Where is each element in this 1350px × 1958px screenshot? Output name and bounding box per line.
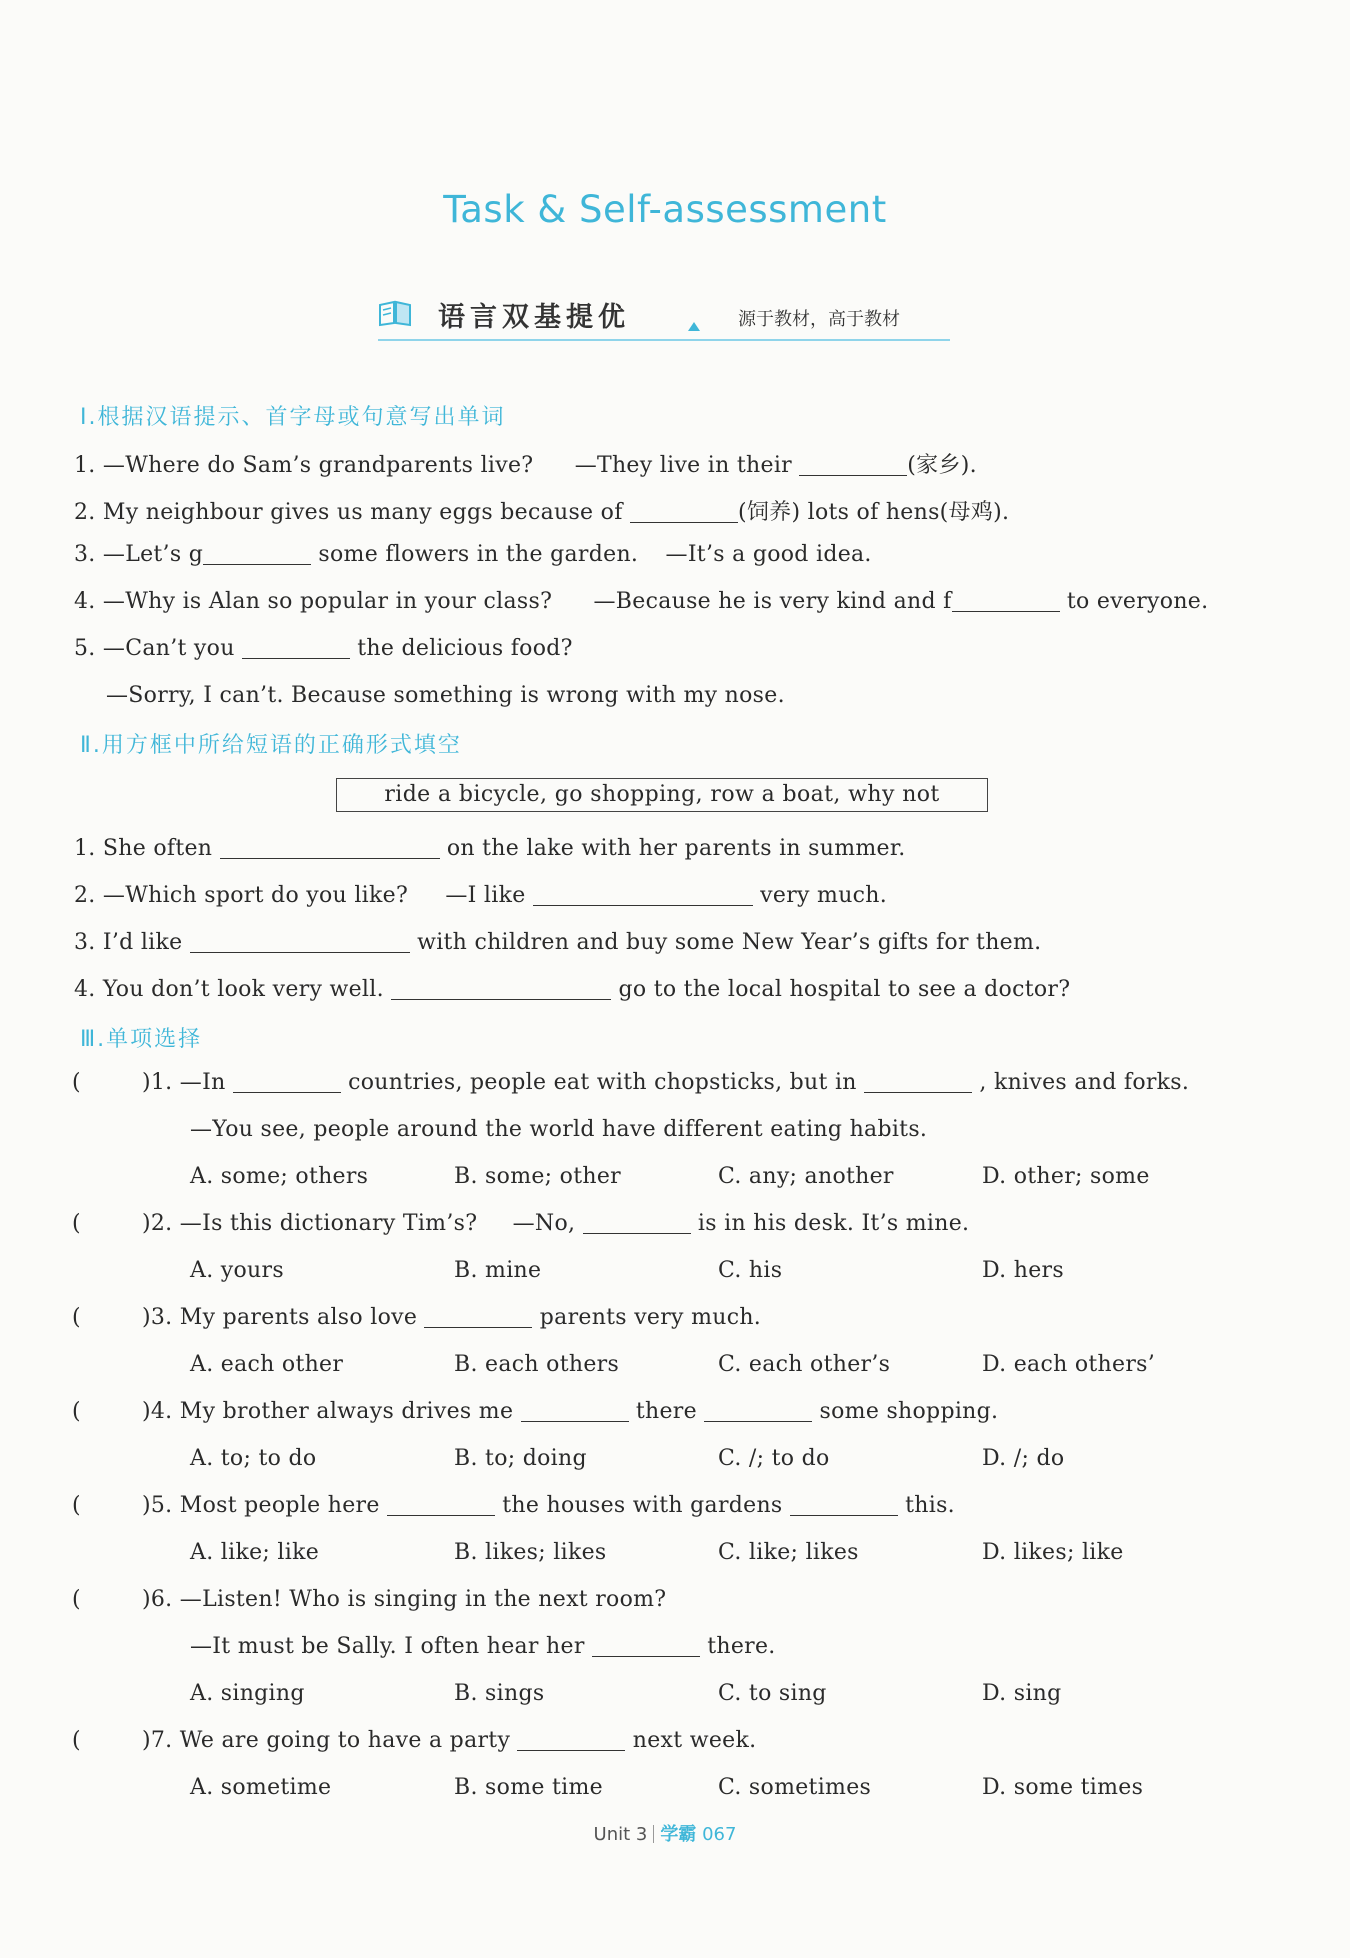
section-1-heading: Ⅰ.根据汉语提示、首字母或句意写出单词: [80, 405, 506, 430]
s2-item-4: 4. You don’t look very well. go to the local hospital to see a doctor?: [74, 977, 1071, 1002]
answer-blank[interactable]: [424, 1307, 532, 1328]
q1-option-a[interactable]: A. some; others: [190, 1164, 369, 1189]
section-2-heading: Ⅱ.用方框中所给短语的正确形式填空: [80, 733, 462, 758]
page-number: 067: [702, 1824, 737, 1845]
s2-item-2: 2. —Which sport do you like? —I like very much.: [74, 883, 888, 908]
answer-blank[interactable]: [704, 1401, 812, 1422]
book-icon: [378, 299, 414, 327]
answer-blank[interactable]: [952, 591, 1060, 612]
q5-option-c[interactable]: C. like; likes: [718, 1540, 859, 1565]
q2: )2. —Is this dictionary Tim’s? —No, is in his desk. It’s mine.: [142, 1211, 970, 1236]
q1-line2: —You see, people around the world have different eating habits.: [190, 1117, 928, 1142]
answer-paren[interactable]: (: [72, 1587, 81, 1612]
q1-option-c[interactable]: C. any; another: [718, 1164, 894, 1189]
q7-option-c[interactable]: C. sometimes: [718, 1775, 872, 1800]
s2-item-3: 3. I’d like with children and buy some New Year’s gifts for them.: [74, 930, 1042, 955]
footer-unit: Unit 3: [593, 1824, 648, 1845]
q6-line2: —It must be Sally. I often hear her there.: [190, 1634, 776, 1659]
answer-paren[interactable]: (: [72, 1211, 81, 1236]
answer-paren[interactable]: (: [72, 1070, 81, 1095]
q1: )1. —In countries, people eat with chopsticks, but in , knives and forks.: [142, 1070, 1190, 1095]
banner-subtitle: 源于教材，高于教材: [738, 309, 900, 330]
section-3-heading: Ⅲ.单项选择: [80, 1027, 203, 1052]
answer-blank[interactable]: [592, 1636, 700, 1657]
q5: )5. Most people here the houses with gardens this.: [142, 1493, 955, 1518]
s1-item-5: 5. —Can’t you the delicious food?: [74, 636, 573, 661]
q4-option-d[interactable]: D. /; do: [982, 1446, 1065, 1471]
answer-blank[interactable]: [583, 1213, 691, 1234]
q7-option-a[interactable]: A. sometime: [190, 1775, 332, 1800]
answer-paren[interactable]: (: [72, 1399, 81, 1424]
triangle-marker: [688, 322, 700, 331]
q5-option-b[interactable]: B. likes; likes: [454, 1540, 607, 1565]
q7-option-d[interactable]: D. some times: [982, 1775, 1144, 1800]
answer-paren[interactable]: (: [72, 1493, 81, 1518]
page-footer: [0, 1820, 1330, 1846]
answer-blank[interactable]: [630, 502, 738, 523]
q5-option-a[interactable]: A. like; like: [190, 1540, 320, 1565]
s2-item-1: 1. She often on the lake with her parents in summer.: [74, 836, 906, 861]
answer-blank[interactable]: [864, 1072, 972, 1093]
answer-blank[interactable]: [521, 1401, 629, 1422]
answer-blank[interactable]: [517, 1730, 625, 1751]
q3-option-b[interactable]: B. each others: [454, 1352, 620, 1377]
q6-option-c[interactable]: C. to sing: [718, 1681, 827, 1706]
q4-option-c[interactable]: C. /; to do: [718, 1446, 830, 1471]
footer-brand: 学霸: [660, 1824, 697, 1845]
banner-title: 语言双基提优: [438, 302, 630, 333]
q1-option-b[interactable]: B. some; other: [454, 1164, 621, 1189]
answer-blank[interactable]: [387, 1495, 495, 1516]
answer-paren[interactable]: (: [72, 1305, 81, 1330]
q2-option-c[interactable]: C. his: [718, 1258, 783, 1283]
s1-item-3: 3. —Let’s g some flowers in the garden. —It’s a good idea.: [74, 542, 872, 567]
q2-option-a[interactable]: A. yours: [190, 1258, 284, 1283]
q4: )4. My brother always drives me there some shopping.: [142, 1399, 999, 1424]
q1-option-d[interactable]: D. other; some: [982, 1164, 1150, 1189]
answer-blank[interactable]: [190, 932, 410, 953]
q6-option-b[interactable]: B. sings: [454, 1681, 545, 1706]
q7-option-b[interactable]: B. some time: [454, 1775, 603, 1800]
page-title: Task & Self-assessment: [443, 188, 887, 231]
answer-paren[interactable]: (: [72, 1728, 81, 1753]
q3-option-d[interactable]: D. each others’: [982, 1352, 1156, 1377]
s1-item-4: 4. —Why is Alan so popular in your class? —Because he is very kind and f to everyone.: [74, 589, 1209, 614]
q6-option-d[interactable]: D. sing: [982, 1681, 1062, 1706]
q4-option-a[interactable]: A. to; to do: [190, 1446, 317, 1471]
answer-blank[interactable]: [790, 1495, 898, 1516]
q5-option-d[interactable]: D. likes; like: [982, 1540, 1124, 1565]
q2-option-d[interactable]: D. hers: [982, 1258, 1064, 1283]
s1-item-2: 2. My neighbour gives us many eggs because of (饲养) lots of hens(母鸡).: [74, 500, 1010, 525]
q3-option-a[interactable]: A. each other: [190, 1352, 344, 1377]
section-banner: [378, 293, 950, 341]
footer-divider: [653, 1825, 654, 1843]
answer-blank[interactable]: [242, 638, 350, 659]
phrase-box: ride a bicycle, go shopping, row a boat, why not: [336, 778, 988, 812]
q2-option-b[interactable]: B. mine: [454, 1258, 542, 1283]
answer-blank[interactable]: [391, 979, 611, 1000]
q6: )6. —Listen! Who is singing in the next room?: [142, 1587, 667, 1612]
s1-item-1: 1. —Where do Sam’s grandparents live? —They live in their (家乡).: [74, 453, 977, 478]
q3-option-c[interactable]: C. each other’s: [718, 1352, 891, 1377]
answer-blank[interactable]: [220, 838, 440, 859]
q6-option-a[interactable]: A. singing: [190, 1681, 305, 1706]
answer-blank[interactable]: [799, 455, 907, 476]
answer-blank[interactable]: [233, 1072, 341, 1093]
s1-item-5-reply: —Sorry, I can’t. Because something is wrong with my nose.: [106, 683, 785, 708]
answer-blank[interactable]: [533, 885, 753, 906]
q3: )3. My parents also love parents very much.: [142, 1305, 762, 1330]
answer-blank[interactable]: [203, 544, 311, 565]
q4-option-b[interactable]: B. to; doing: [454, 1446, 587, 1471]
q7: )7. We are going to have a party next week.: [142, 1728, 757, 1753]
